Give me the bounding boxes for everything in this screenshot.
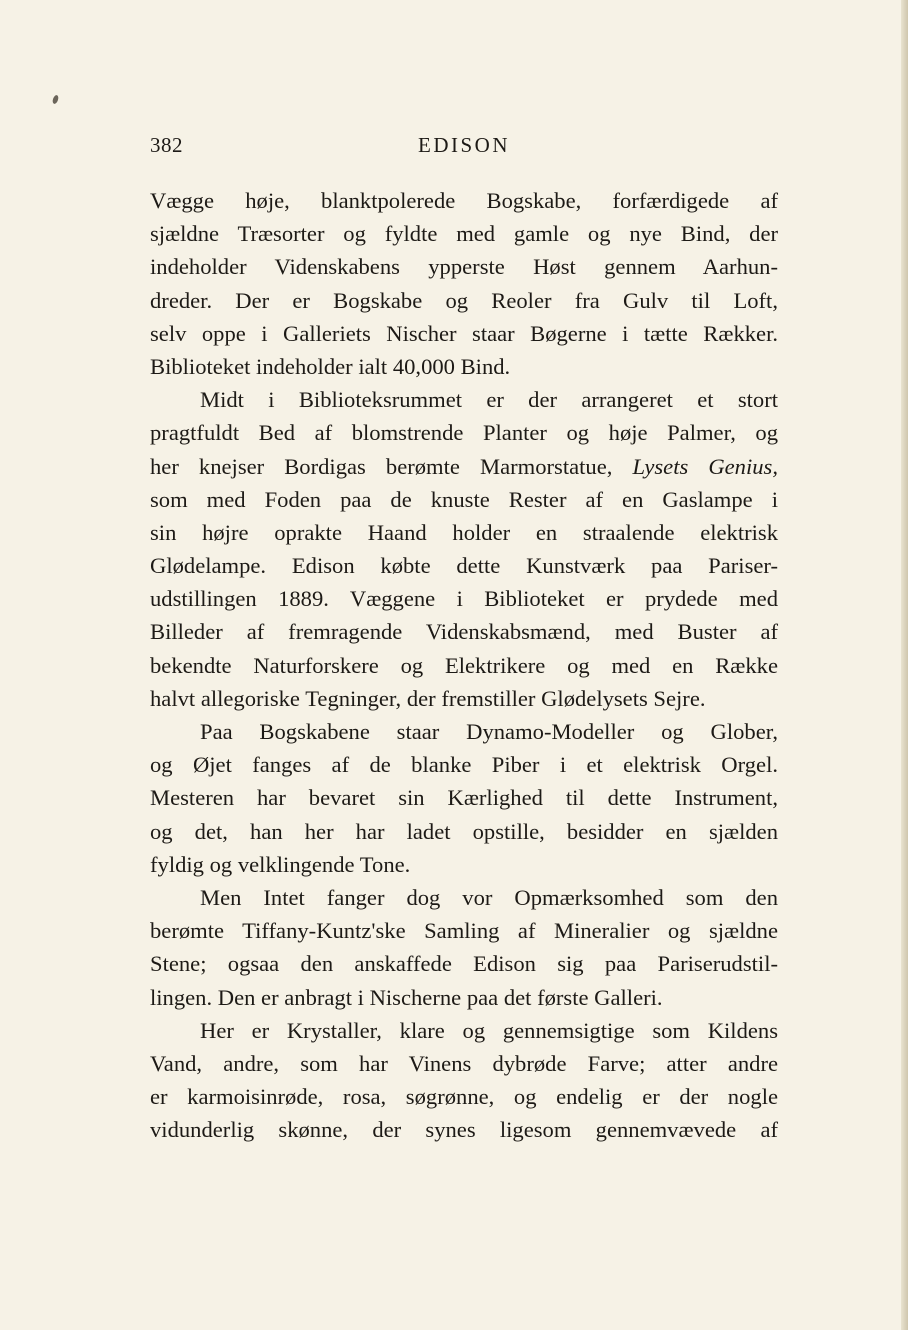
text-line: berømte Tiffany-Kuntz'ske Samling af Mineralier og sjældne: [150, 918, 778, 944]
text-line: som med Foden paa de knuste Rester af en Gaslampe i: [150, 486, 778, 512]
text-line-with-title: [150, 450, 778, 483]
page-number: 382: [150, 133, 183, 157]
paragraph-end-line: Biblioteket indeholder ialt 40,000 Bind.: [150, 353, 511, 379]
text-line: udstillingen 1889. Væggene i Biblioteket er prydede med: [150, 586, 778, 612]
binding-edge: [901, 0, 908, 1330]
text-line: sjældne Træsorter og fyldte med gamle og nye Bind, der: [150, 221, 778, 247]
page-header: [150, 133, 778, 163]
paragraph-end-line: halvt allegoriske Tegninger, der fremstiller Glødelysets Sejre.: [150, 685, 706, 711]
paragraph-end-line: lingen. Den er anbragt i Nischerne paa det første Galleri.: [150, 984, 663, 1010]
paragraph-end-line: fyldig og velklingende Tone.: [150, 851, 411, 877]
ink-speck: [52, 94, 60, 104]
text-line: selv oppe i Galleriets Nischer staar Bøgerne i tætte Rækker.: [150, 320, 778, 346]
text-line: Billeder af fremragende Videnskabsmænd, med Buster af: [150, 619, 778, 645]
text-line: Glødelampe. Edison købte dette Kunstværk paa Pariser-: [150, 553, 778, 579]
paragraph-start-line: Men Intet fanger dog vor Opmærksomhed som den: [200, 884, 778, 910]
paragraph-start-line: Her er Krystaller, klare og gennemsigtige som Kildens: [200, 1017, 778, 1043]
text-line: Stene; ogsaa den anskaffede Edison sig paa Pariserudstil-: [150, 951, 778, 977]
text-line: og det, han her har ladet opstille, besidder en sjælden: [150, 818, 778, 844]
running-title: EDISON: [418, 133, 510, 157]
text-line: pragtfuldt Bed af blomstrende Planter og høje Palmer, og: [150, 420, 778, 446]
text-line: og Øjet fanges af de blanke Piber i et elektrisk Orgel.: [150, 752, 778, 778]
text-line: dreder. Der er Bogskabe og Reoler fra Gulv til Loft,: [150, 287, 778, 313]
text-line: Vægge høje, blanktpolerede Bogskabe, forfærdigede af: [150, 188, 778, 213]
text-line: vidunderlig skønne, der synes ligesom gennemvævede af: [150, 1117, 778, 1143]
text-segment: her knejser Bordigas berømte Marmorstatue,: [150, 453, 633, 479]
statue-title: Lysets Genius,: [632, 453, 778, 479]
text-line: sin højre oprakte Haand holder en straalende elektrisk: [150, 519, 778, 545]
text-line: indeholder Videnskabens ypperste Høst gennem Aarhun-: [150, 254, 778, 280]
paragraph-start-line: Midt i Biblioteksrummet er der arrangeret et stort: [200, 387, 778, 413]
text-line: er karmoisinrøde, rosa, søgrønne, og endelig er der nogle: [150, 1084, 778, 1110]
text-line: bekendte Naturforskere og Elektrikere og med en Række: [150, 652, 778, 678]
text-line: Vand, andre, som har Vinens dybrøde Farve; atter andre: [150, 1050, 778, 1076]
text-line: Mesteren har bevaret sin Kærlighed til dette Instrument,: [150, 785, 778, 811]
paragraph-start-line: Paa Bogskabene staar Dynamo-Modeller og Glober,: [200, 719, 778, 744]
body-text: [150, 184, 778, 1146]
